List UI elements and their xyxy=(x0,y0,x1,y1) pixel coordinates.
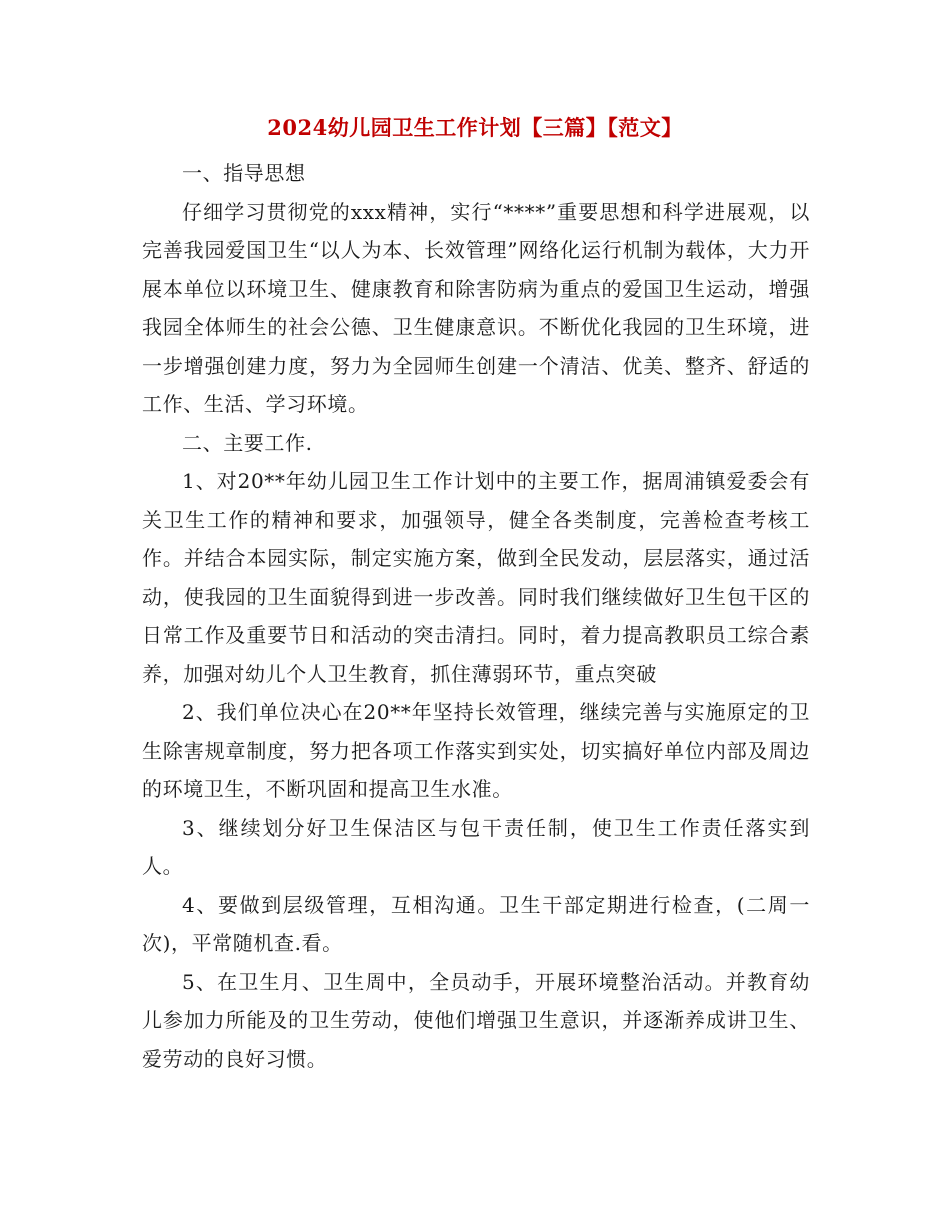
paragraph-item-5: 5、在卫生月、卫生周中，全员动手，开展环境整治活动。并教育幼儿参加力所能及的卫生劳动，使他们增强卫生意识，并逐渐养成讲卫生、爱劳动的良好习惯。 xyxy=(142,969,810,1071)
paragraph-item-4: 4、要做到层级管理，互相沟通。卫生干部定期进行检查，(二周一次)，平常随机查.看。 xyxy=(142,892,810,955)
paragraph-guiding-ideology: 仔细学习贯彻党的xxx精神，实行“****”重要思想和科学进展观，以完善我园爱国卫生“以人为本、长效管理”网络化运行机制为载体，大力开展本单位以环境卫生、健康教育和除害防病为重点的爱国卫生运动，增强我园全体师生的社会公德、卫生健康意识。不断优化我园的卫生环境，进一步增强创建力度，努力为全园师生创建一个清洁、优美、整齐、舒适的工作、生活、学习环境。 xyxy=(142,199,810,416)
section-heading-guiding-ideology: 一、指导思想 xyxy=(182,161,306,185)
paragraph-item-1: 1、对20**年幼儿园卫生工作计划中的主要工作，据周浦镇爱委会有关卫生工作的精神和要求，加强领导，健全各类制度，完善检查考核工作。并结合本园实际，制定实施方案，做到全民发动，层层落实，通过活动，使我园的卫生面貌得到进一步改善。同时我们继续做好卫生包干区的日常工作及重要节日和活动的突击清扫。同时，着力提高教职员工综合素养，加强对幼儿个人卫生教育，抓住薄弱环节，重点突破 xyxy=(142,469,810,686)
paragraph-item-2: 2、我们单位决心在20**年坚持长效管理，继续完善与实施原定的卫生除害规章制度，努力把各项工作落实到实处，切实搞好单位内部及周边的环境卫生，不断巩固和提高卫生水准。 xyxy=(142,700,810,801)
paragraph-item-3: 3、继续划分好卫生保洁区与包干责任制，使卫生工作责任落实到人。 xyxy=(142,815,810,878)
document-body xyxy=(142,154,810,1078)
section-heading-main-work: 二、主要工作. xyxy=(182,430,313,455)
document-title: 2024幼儿园卫生工作计划【三篇】【范文】 xyxy=(267,115,683,140)
